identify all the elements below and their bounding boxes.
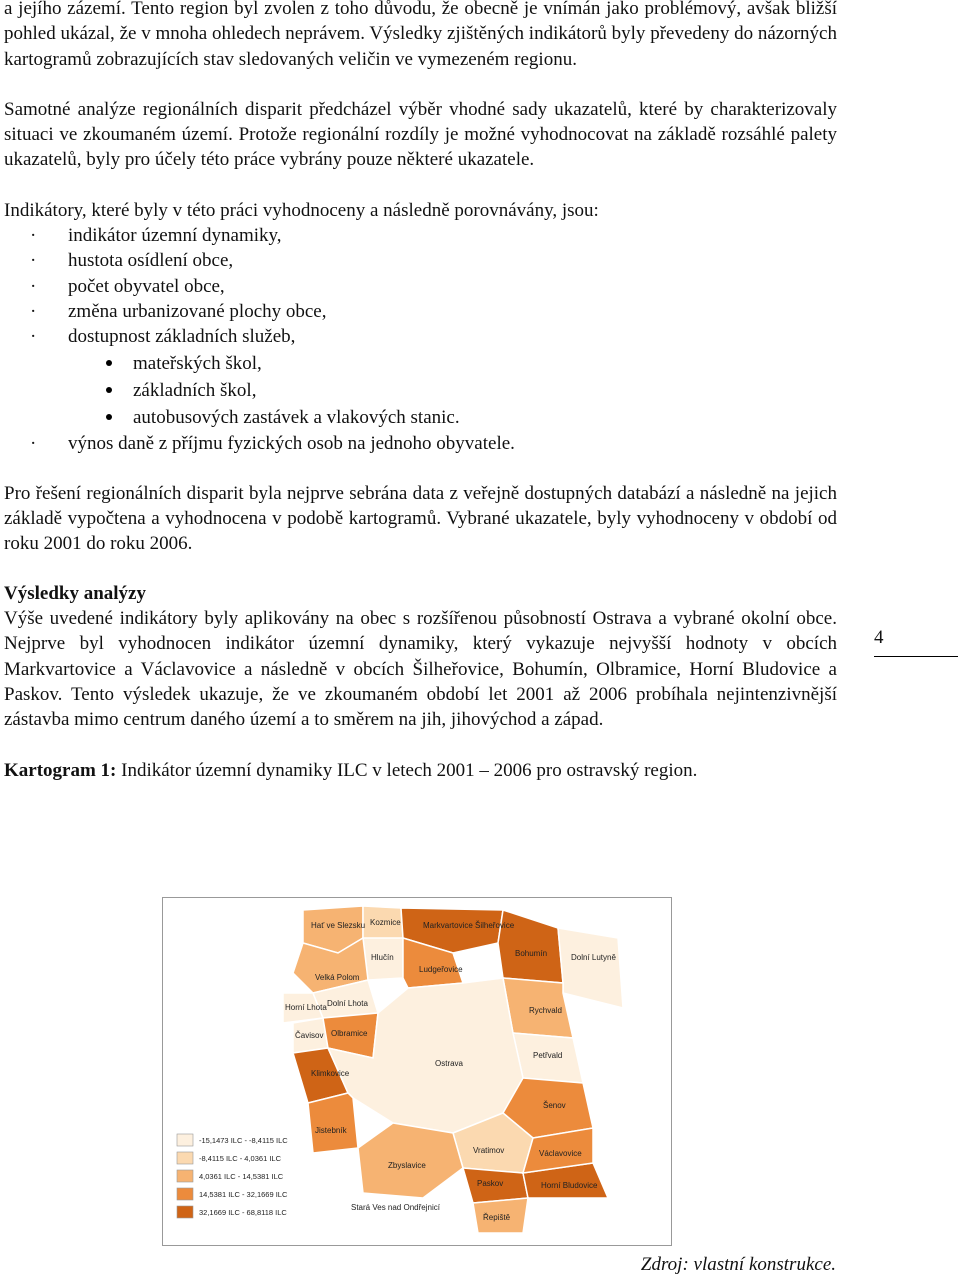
- map-label: Dolní Lutyně: [571, 953, 616, 962]
- map-label: Řepiště: [483, 1213, 511, 1222]
- service-item: mateřských škol,: [4, 350, 837, 377]
- intro-paragraph: a jejího zázemí. Tento region byl zvolen z toho důvodu, že obecně je vnímán jako problémový, avšak bližší pohled ukázal, že v mnoha ohledech neprávem. Výsledky zjištěných indikátorů byly převedeny do názorných kartogramů zobrazujících stav sledovaných veličin ve vymezeném regionu.: [4, 0, 837, 70]
- data-collection-paragraph: Pro řešení regionálních disparit byla nejprve sebrána data z veřejně dostupných databází a následně na jejich základě vypočtena a vyhodnocena v podobě kartogramů. Vybrané ukazatele, byly vyhodnoceny v období od roku 2001 do roku 2006.: [4, 482, 837, 555]
- map-label: Kozmice: [370, 918, 401, 927]
- page-number: 4: [874, 625, 958, 657]
- map-label: Velká Polom: [315, 973, 360, 982]
- indicator-item: · výnos daně z příjmu fyzických osob na jednoho obyvatele.: [4, 431, 837, 456]
- map-label: Zbyslavice: [388, 1161, 426, 1170]
- caption-label: Kartogram 1:: [4, 759, 117, 781]
- map-label: Jistebník: [315, 1126, 347, 1135]
- map-label: Paskov: [477, 1179, 504, 1188]
- cartogram-svg: [163, 898, 671, 1245]
- municipality-dolni-lutyne: [558, 928, 623, 1008]
- indicator-list: [4, 223, 837, 349]
- map-label: Olbramice: [331, 1029, 368, 1038]
- map-label: Horní Lhota: [285, 1003, 327, 1012]
- map-label: Dolní Lhota: [327, 999, 368, 1008]
- legend-swatch: [177, 1152, 193, 1164]
- legend-swatch: [177, 1170, 193, 1182]
- map-label: Rychvald: [529, 1006, 562, 1015]
- legend-label: -15,1473 ILC - -8,4115 ILC: [199, 1136, 288, 1145]
- map-label: Šenov: [543, 1101, 566, 1110]
- map-label: Stará Ves nad Ondřejnicí: [351, 1203, 440, 1212]
- map-label: Ostrava: [435, 1059, 464, 1068]
- legend-swatch: [177, 1206, 193, 1218]
- map-label: Vratimov: [473, 1146, 505, 1155]
- source-note: Zdroj: vlastní konstrukce.: [640, 1254, 836, 1275]
- indicator-item: · indikátor územní dynamiky,: [4, 223, 837, 248]
- cartogram-map: [162, 897, 672, 1246]
- map-legend: [177, 1134, 288, 1218]
- caption-text: Indikátor územní dynamiky ILC v letech 2001 – 2006 pro ostravský region.: [116, 759, 698, 781]
- indicator-item: · změna urbanizované plochy obce,: [4, 299, 837, 324]
- map-label: Ludgeřovice: [419, 965, 463, 974]
- map-label: Bohumín: [515, 949, 548, 958]
- legend-label: 4,0361 ILC - 14,5381 ILC: [199, 1172, 284, 1181]
- results-paragraph: Výše uvedené indikátory byly aplikovány na obec s rozšířenou působností Ostrava a vybrané okolní obce. Nejprve byl vyhodnocen indikátor územní dynamiky, který vykazuje nejvyšší hodnoty v obcích Markvartovice a Václavovice a následně v obcích Šilheřovice, Bohumín, Olbramice, Horní Bludovice a Paskov. Tento výsledek ukazuje, že ve zkoumaném období let 2001 až 2006 probíhala nejintenzivnější zástavba mimo centrum daného území a to směrem na jih, jihovýchod a západ.: [4, 608, 837, 731]
- list-intro-paragraph: Indikátory, které byly v této práci vyhodnoceny a následně porovnávány, jsou:: [4, 199, 599, 221]
- map-label: Čavisov: [295, 1031, 324, 1040]
- map-label: Hať ve Slezsku: [311, 921, 366, 930]
- service-item: autobusových zastávek a vlakových stanic.: [4, 404, 837, 431]
- analysis-paragraph: Samotné analýze regionálních disparit předcházel výběr vhodné sady ukazatelů, které by charakterizovaly situaci ve zkoumaném území. Protože regionální rozdíly je možné vyhodnocovat na základě rozsáhlé palety ukazatelů, byly pro účely této práce vybrány pouze některé ukazatele.: [4, 98, 837, 171]
- indicator-list-end: [4, 431, 837, 456]
- legend-label: -8,4115 ILC - 4,0361 ILC: [199, 1154, 281, 1163]
- legend-label: 14,5381 ILC - 32,1669 ILC: [199, 1190, 288, 1199]
- indicator-item: · počet obyvatel obce,: [4, 274, 837, 299]
- indicator-item: · dostupnost základních služeb,: [4, 324, 837, 349]
- legend-label: 32,1669 ILC - 68,8118 ILC: [199, 1208, 287, 1217]
- map-label: Hlučín: [371, 953, 394, 962]
- document-page: [4, 0, 837, 802]
- legend-swatch: [177, 1134, 193, 1146]
- figure-caption: [4, 758, 837, 783]
- services-list: [4, 350, 837, 431]
- map-label: Horní Bludovice: [541, 1181, 598, 1190]
- municipality-jistebnik: [308, 1093, 358, 1153]
- map-label: Václavovice: [539, 1149, 582, 1158]
- map-label: Markvartovice Šilheřovice: [423, 921, 515, 930]
- service-item: základních škol,: [4, 377, 837, 404]
- results-heading: Výsledky analýzy: [4, 582, 146, 604]
- map-label: Petřvald: [533, 1051, 563, 1060]
- indicator-item: · hustota osídlení obce,: [4, 248, 837, 273]
- legend-swatch: [177, 1188, 193, 1200]
- map-label: Klimkovice: [311, 1069, 350, 1078]
